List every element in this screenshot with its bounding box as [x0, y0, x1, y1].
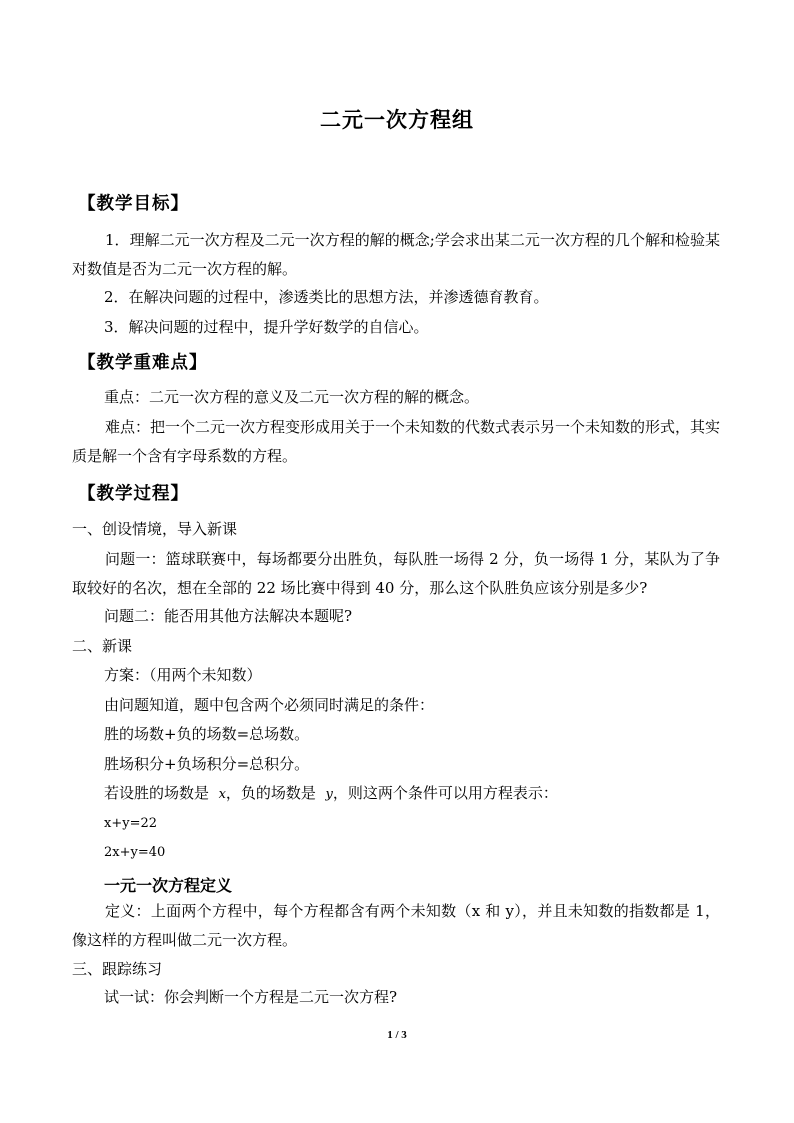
- known-conditions: 由问题知道，题中包含两个必须同时满足的条件：: [104, 696, 435, 714]
- key-focus: 重点：二元一次方程的意义及二元一次方程的解的概念。: [104, 388, 480, 406]
- setup-part-c: ，则这两个条件可以用方程表示：: [332, 784, 558, 802]
- heading-teaching-goals: 【教学目标】: [78, 194, 189, 214]
- try-text: 试一试：你会判断一个方程是二元一次方程?: [104, 988, 398, 1006]
- part1-title: 一、创设情境，导入新课: [72, 520, 238, 538]
- definition-title: 一元一次方程定义: [104, 876, 233, 895]
- setup-sentence: [104, 786, 558, 801]
- question-2: 问题二：能否用其他方法解决本题呢?: [104, 607, 353, 625]
- page-indicator: 1 / 3: [387, 1029, 407, 1041]
- heading-teaching-process: 【教学过程】: [78, 484, 189, 504]
- condition-2: 胜场积分+负场积分=总积分。: [104, 755, 310, 773]
- document-title: 二元一次方程组: [320, 107, 474, 132]
- goal-item-1: 1．理解二元一次方程及二元一次方程的解的概念;学会求出某二元一次方程的几个解和检验某对数值是否为二元一次方程的解。: [72, 231, 720, 278]
- equation-1: x+y=22: [104, 816, 158, 831]
- heading-key-points: 【教学重难点】: [78, 353, 208, 373]
- goal-item-3: 3．解决问题的过程中，提升学好数学的自信心。: [104, 318, 429, 336]
- setup-part-b: ，负的场数是: [225, 784, 316, 802]
- condition-1: 胜的场数+负的场数=总场数。: [104, 725, 310, 743]
- part3-title: 三、跟踪练习: [72, 960, 163, 978]
- goal-item-2: 2．在解决问题的过程中，渗透类比的思想方法，并渗透德育教育。: [104, 288, 549, 306]
- variable-x: x: [218, 787, 226, 802]
- plan-text: 方案：（用两个未知数）: [104, 666, 262, 684]
- variable-y: y: [325, 787, 333, 802]
- question-1: 问题一：篮球联赛中，每场都要分出胜负，每队胜一场得 2 分，负一场得 1 分，某队为了争取较好的名次，想在全部的 22 场比赛中得到 40 分，那么这个队胜负应该分别是多少?: [72, 550, 720, 597]
- equation-2: 2x+y=40: [104, 845, 166, 860]
- part2-title: 二、新课: [72, 637, 133, 655]
- definition-text: 定义：上面两个方程中，每个方程都含有两个未知数（x 和 y），并且未知数的指数都是 1，像这样的方程叫做二元一次方程。: [72, 902, 720, 949]
- key-difficulty: 难点：把一个二元一次方程变形成用关于一个未知数的代数式表示另一个未知数的形式，其实质是解一个含有字母系数的方程。: [72, 418, 721, 465]
- setup-part-a: 若设胜的场数是: [104, 784, 210, 802]
